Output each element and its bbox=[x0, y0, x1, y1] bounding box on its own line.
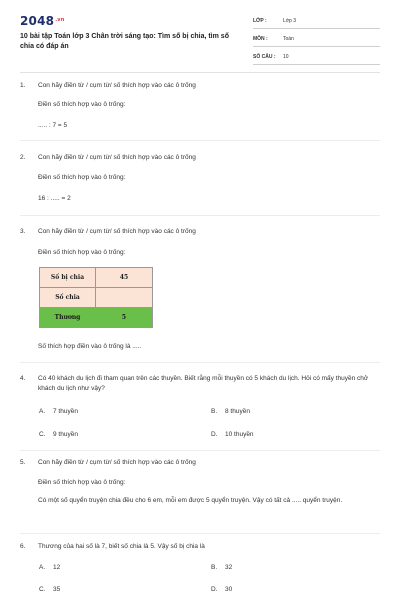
question-text: Con hãy điền từ / cụm từ/ số thích hợp vào các ô trống bbox=[38, 154, 196, 161]
question-instruction: Điền số thích hợp vào ô trống: bbox=[38, 101, 126, 108]
option-letter: D. bbox=[211, 431, 218, 438]
option-b[interactable] bbox=[211, 407, 250, 417]
option-text: 10 thuyền bbox=[225, 431, 254, 438]
option-b[interactable] bbox=[211, 563, 232, 573]
question-number: 2. bbox=[20, 154, 26, 161]
question-separator bbox=[20, 140, 380, 141]
meta-value: Toán bbox=[283, 36, 294, 42]
table-cell-value: 5 bbox=[96, 308, 153, 328]
table-cell-label: Số chia bbox=[40, 288, 96, 308]
fill-blank-expression[interactable]: ..... : 7 = 5 bbox=[38, 122, 68, 129]
division-table bbox=[39, 267, 153, 328]
question-text: Con hãy điền từ / cụm từ/ số thích hợp vào các ô trống bbox=[38, 459, 196, 466]
option-letter: C. bbox=[39, 586, 46, 593]
logo-suffix: .vn bbox=[55, 17, 65, 23]
question-instruction: Điền số thích hợp vào ô trống: bbox=[38, 479, 126, 486]
answer-line[interactable]: Số thích hợp điền vào ô trống là ..... bbox=[38, 343, 142, 350]
document-title: 10 bài tập Toán lớp 3 Chân trời sáng tạo: Tìm số bị chia, tìm số chia có đáp án bbox=[20, 33, 229, 50]
question-number: 5. bbox=[20, 459, 26, 466]
option-d[interactable] bbox=[211, 585, 232, 595]
table-cell-blank[interactable] bbox=[96, 288, 153, 308]
question-number: 1. bbox=[20, 82, 26, 89]
fill-blank-expression[interactable]: 16 : ..... = 2 bbox=[38, 195, 71, 202]
meta-label: MÔN : bbox=[253, 36, 268, 42]
meta-row-count bbox=[253, 52, 380, 65]
option-text: 32 bbox=[225, 564, 233, 571]
question-separator bbox=[20, 450, 380, 451]
question-number: 4. bbox=[20, 375, 26, 382]
option-letter: D. bbox=[211, 586, 218, 593]
table-row bbox=[40, 268, 153, 288]
site-logo[interactable] bbox=[20, 14, 65, 28]
meta-label: LỚP : bbox=[253, 18, 267, 24]
meta-label: SỐ CÂU : bbox=[253, 54, 276, 60]
option-c[interactable] bbox=[39, 585, 60, 595]
question-text: Con hãy điền từ / cụm từ/ số thích hợp vào các ô trống bbox=[38, 82, 196, 89]
table-cell-label: Thương bbox=[40, 308, 96, 328]
table-cell-value: 45 bbox=[96, 268, 153, 288]
question-body[interactable]: Có một số quyển truyện chia đều cho 6 em, mỗi em được 5 quyển truyện. Vậy có tất cả ..... quyển truyện. bbox=[38, 497, 343, 504]
question-instruction: Điền số thích hợp vào ô trống: bbox=[38, 174, 126, 181]
question-instruction: Điền số thích hợp vào ô trống: bbox=[38, 249, 126, 256]
option-d[interactable] bbox=[211, 430, 254, 440]
meta-row-subject bbox=[253, 34, 380, 47]
option-a[interactable] bbox=[39, 563, 60, 573]
option-letter: C. bbox=[39, 431, 46, 438]
question-separator bbox=[20, 533, 380, 534]
option-a[interactable] bbox=[39, 407, 78, 417]
meta-value: Lớp 3 bbox=[283, 18, 297, 24]
question-text: Con hãy điền từ / cụm từ/ số thích hợp vào các ô trống bbox=[38, 228, 196, 235]
document-header bbox=[0, 0, 400, 72]
table-row bbox=[40, 308, 153, 328]
header-divider bbox=[20, 72, 380, 73]
question-text: Thương của hai số là 7, biết số chia là 5. Vậy số bị chia là bbox=[38, 543, 205, 550]
option-text: 30 bbox=[225, 586, 233, 593]
table-cell-label: Số bị chia bbox=[40, 268, 96, 288]
option-letter: B. bbox=[211, 564, 218, 571]
option-text: 8 thuyền bbox=[225, 408, 250, 415]
question-text: Có 40 khách du lịch đi tham quan trên các thuyền. Biết rằng mỗi thuyền có 5 khách du lịch. Hỏi có mấy thuyền chở khách du lịch như vậy? bbox=[38, 375, 369, 392]
question-number: 3. bbox=[20, 228, 26, 235]
option-c[interactable] bbox=[39, 430, 78, 440]
meta-row-grade bbox=[253, 16, 380, 29]
table-row bbox=[40, 288, 153, 308]
option-letter: A. bbox=[39, 564, 46, 571]
question-number: 6. bbox=[20, 543, 26, 550]
meta-value: 10 bbox=[283, 54, 289, 60]
option-text: 35 bbox=[53, 586, 61, 593]
question-separator bbox=[20, 362, 380, 363]
option-text: 7 thuyền bbox=[53, 408, 78, 415]
document-meta bbox=[253, 16, 380, 70]
option-letter: B. bbox=[211, 408, 218, 415]
option-text: 12 bbox=[53, 564, 61, 571]
option-text: 9 thuyền bbox=[53, 431, 78, 438]
option-letter: A. bbox=[39, 408, 46, 415]
logo-text: 2048 bbox=[20, 14, 55, 28]
question-separator bbox=[20, 215, 380, 216]
